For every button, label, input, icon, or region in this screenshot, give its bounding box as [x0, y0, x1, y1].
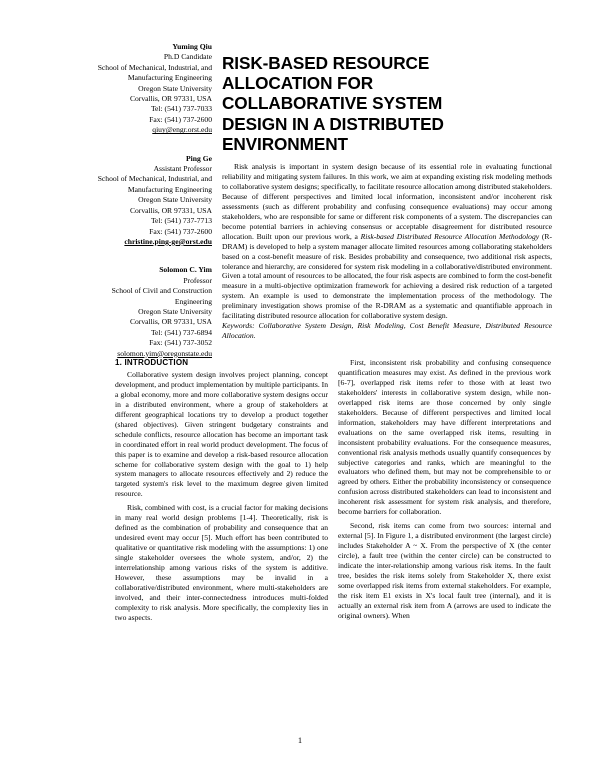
author-affiliation-line: Manufacturing Engineering	[127, 184, 212, 194]
author-block	[60, 265, 212, 359]
author-name: Ping Ge	[186, 153, 212, 163]
abstract	[222, 162, 552, 341]
body-paragraph: Risk, combined with cost, is a crucial factor for making decisions in many real world design problems [1-4]. Theoretically, risk is defined as the combination of probability and consequence that an undesired event may occur [5]. Much effort has been contributed to qualitative or quantitative risk modeling with the assumptions: 1) one single stakeholder oversees the whole system, and/or, 2) the interrelationship among various risks of the system is additive. However, these assumptions may be invalid in a collaborative/distributed environment, where multi-stakeholders are involved, and their inter-connectedness introduces multi-folded complexity to risk analysis. More specifically, the complexity lies in two aspects.	[115, 503, 328, 622]
author-affiliation-line: School of Civil and Construction	[111, 286, 212, 296]
author-affiliation-line: Oregon State University	[138, 195, 212, 205]
right-column	[338, 358, 551, 625]
author-affiliation-line: Assistant Professor	[153, 164, 212, 174]
author-affiliation-line: Oregon State University	[138, 83, 212, 93]
author-affiliation-line: Manufacturing Engineering	[127, 73, 212, 83]
section-heading: 1. INTRODUCTION	[115, 358, 189, 367]
abstract-paragraph	[222, 162, 552, 321]
author-affiliation-line: Professor	[183, 275, 212, 285]
author-name: Yuming Qiu	[172, 42, 212, 51]
body-paragraph: First, inconsistent risk probability and confusing consequence quantification measures may exist. As defined in the previous work [6-7], overlapped risk items refer to those with at least two stakeholders' interests in collaborative system design, while non-overlapped risk items are those concerned by only single stakeholders. Because of different perspectives and limited local information, stakeholders may have different interpretations and evaluations on the same overlapped risk items, resulting in inconsistent probability evaluations. For the consequence measures, conventional risk analysis methods usually quantify consequences by subjective categories and ranks, which are meaningful to the evaluators who defined them, but may not be comprehensible to or agreed by others. Either the probability inconsistency or consequence confusion across distributed stakeholders can lead to inconsistent and incoherent risk assessment for system risk analysis, and therefore, become barriers for collaboration.	[338, 358, 551, 517]
author-affiliation-line: Tel: (541) 737-7713	[150, 216, 212, 226]
page-number: 1	[297, 735, 303, 745]
author-email-link[interactable]: qiuy@engr.orst.edu	[152, 125, 212, 135]
author-email-link[interactable]: christine.ping-ge@orst.edu	[124, 236, 212, 246]
author-block	[60, 154, 212, 248]
author-affiliation-line: Oregon State University	[138, 306, 212, 316]
paper-title: RISK-BASED RESOURCE ALLOCATION FOR COLLABORATIVE SYSTEM DESIGN IN A DISTRIBUTED ENVIRONMENT	[222, 53, 444, 154]
author-affiliation-line: Tel: (541) 737-6894	[150, 327, 212, 337]
left-column	[115, 358, 328, 627]
author-affiliation-line: School of Mechanical, Industrial, and	[97, 62, 212, 72]
author-affiliation-line: Tel: (541) 737-7033	[150, 104, 212, 114]
author-affiliation-line: Fax: (541) 737-2600	[149, 114, 212, 124]
author-name: Solomon C. Yim	[159, 265, 212, 275]
author-affiliation-line: Corvallis, OR 97331, USA	[129, 94, 212, 104]
abstract-text: (R-DRAM) is developed to help a system manager allocate limited resources among collaborating stakeholders based on a cost-benefit measure of risk. Besides probability and consequence, two additional risk aspects, tolerance and hierarchy, are considered for system risk modeling in a collaborative/distributed environment. Given a total amount of resources to be allocated, the four risk aspects are combined to form the cost-benefit measure in a multi-objective optimization framework for achieving a desired risk reduction of a targeted system. An example is used to demonstrate the implementation process of the methodology. The preliminary investigation shows promise of the R-DRAM as a systematic and quantifiable approach in facilitating distributed resource allocation for collaborative system design.	[222, 231, 553, 321]
author-affiliation-line: Corvallis, OR 97331, USA	[129, 317, 212, 327]
author-affiliation-line: Fax: (541) 737-3052	[149, 338, 212, 348]
author-affiliation-line: Corvallis, OR 97331, USA	[129, 205, 212, 215]
author-affiliation-line: Engineering	[174, 296, 212, 306]
author-affiliation-line: Fax: (541) 737-2600	[149, 226, 212, 236]
author-affiliation-line: School of Mechanical, Industrial, and	[97, 174, 212, 184]
body-paragraph: Second, risk items can come from two sources: internal and external [5]. In Figure 1, a distributed environment (the largest circle) includes Stakeholder A ~ X. From the perspective of X (the center circle), a fault tree (within the center circle) can be constructed to indicate the inter-relationship among various risk items. In the fault tree, besides the risk items solely from Stakeholder X, there exist some overlapped risk items from external stakeholders. For example, the risk item E1 exists in X's local fault tree (internal), and it is actually an external risk item from A (arrows are used to indicate the original owners). When	[338, 521, 551, 620]
author-block	[60, 42, 212, 136]
abstract-text: Risk analysis is important in system design because of its essential role in evaluating functional reliability and mitigating system failures. In this work, we aim at expanding existing risk modeling methods to collaborative system designs; specifically, to facilitate resource allocation among distributed stakeholders. Because of different perspectives and limited local information, inconsistent and/or incoherent risk assessments (such as different probability and confusing consequence evaluations) may occur among stakeholders, who are responsible for same or different risk components of a system. The discrepancies can become potential barriers in achieving consensus or acceptable disagreement for distributed resource allocation. Built upon our previous work, a	[222, 162, 552, 241]
author-affiliation-line: Ph.D Candidate	[163, 52, 212, 62]
body-paragraph: Collaborative system design involves project planning, concept development, and product implementation by multiple participants. In a global economy, more and more collaborative system designs occur in a distributed environment, where a group of stakeholders at different geographical locations try to develop a product together (shared objectives). Given stringent budgetary constraints and schedule conflicts, resource allocation has become an important task in coordinated effort in real world product development. The focus of this paper is to examine and develop a risk-based resource allocation scheme for collaborative system design with the goal to 1) help system managers to allocate resources effectively and 2) reduce the targeted system's risk level to the maximum degree given limited resource.	[115, 369, 328, 499]
method-name: Risk-based Distributed Resource Allocation Methodology	[360, 231, 540, 241]
author-email-link[interactable]: solomon.yim@oregonstate.edu	[117, 348, 212, 358]
keywords: Keywords: Collaborative System Design, Risk Modeling, Cost Benefit Measure, Distributed Resource Allocation.	[222, 321, 552, 341]
author-list	[60, 42, 212, 377]
